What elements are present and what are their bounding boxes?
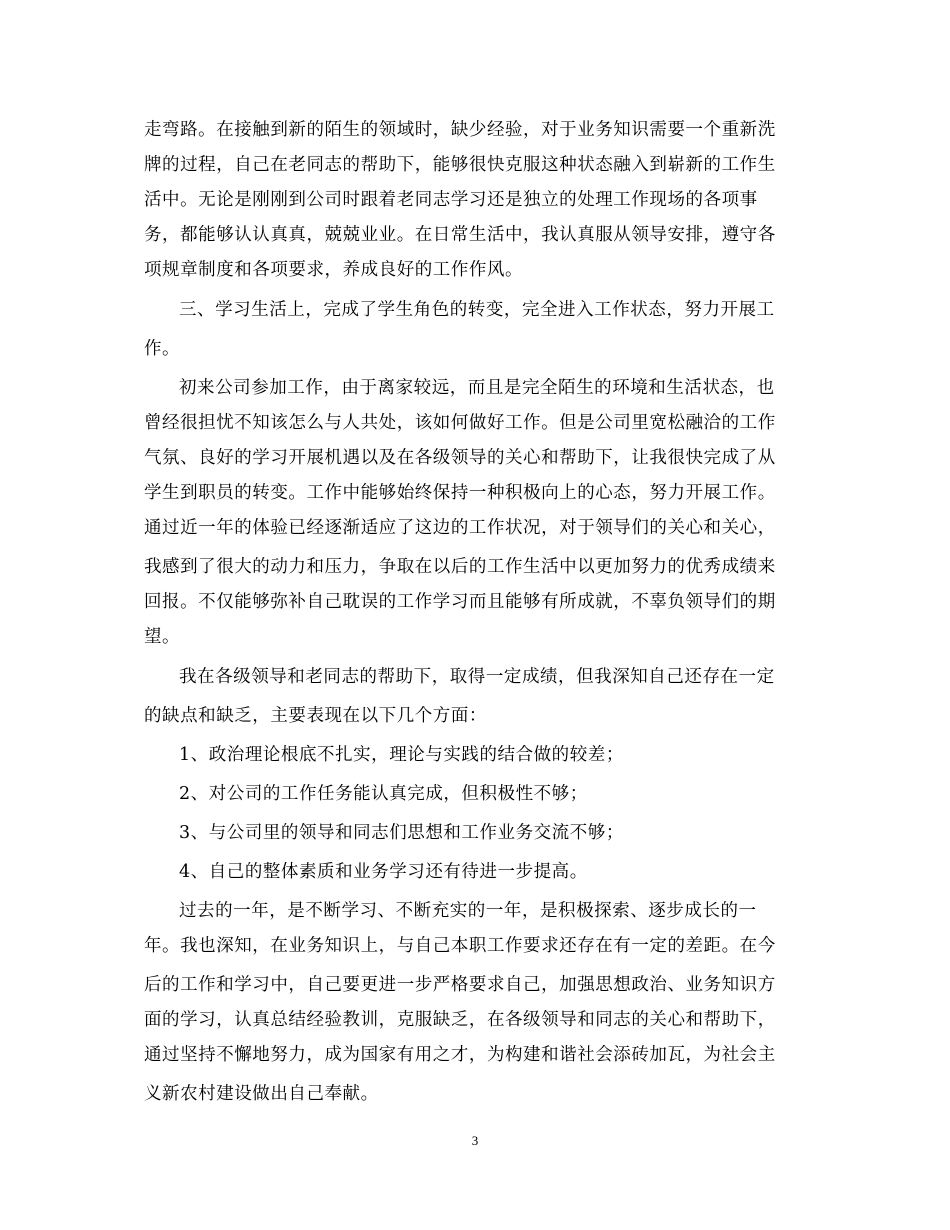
text-line: 初来公司参加工作，由于离家较远，而且是完全陌生的环境和生活状态，也 [179, 378, 775, 398]
text-line: 项规章制度和各项要求，养成良好的工作作风。 [144, 260, 524, 280]
text-line: 面的学习，认真总结经验教训，克服缺乏，在各级领导和同志的关心和帮助下， [144, 1010, 776, 1030]
text-line: 气氛、良好的学习开展机遇以及在各级领导的关心和帮助下，让我很快完成了从 [144, 448, 776, 468]
text-line: 通过近一年的体验已经逐渐适应了这边的工作状况，对于领导们的关心和关心， [144, 518, 776, 538]
text-line: 我在各级领导和老同志的帮助下，取得一定成绩，但我深知自己还存在一定 [179, 667, 775, 687]
text-line: 年。我也深知，在业务知识上，与自己本职工作要求还存在有一定的差距。在今 [144, 936, 776, 956]
text-line: 的缺点和缺乏，主要表现在以下几个方面： [144, 706, 487, 726]
text-line: 通过坚持不懈地努力，成为国家有用之才，为构建和谐社会添砖加瓦，为社会主 [144, 1045, 776, 1065]
text-line: 回报。不仅能够弥补自己耽误的工作学习而且能够有所成就，不辜负领导们的期 [144, 592, 776, 612]
text-line: 务，都能够认认真真，兢兢业业。在日常生活中，我认真服从领导安排，遵守各 [144, 225, 776, 245]
text-line: 过去的一年，是不断学习、不断充实的一年，是积极探索、逐步成长的一 [179, 901, 757, 921]
text-line: 望。 [144, 627, 181, 647]
section-heading-line: 三、学习生活上，完成了学生角色的转变，完全进入工作状态，努力开展工 [179, 300, 775, 320]
text-line: 活中。无论是刚刚到公司时跟着老同志学习还是独立的处理工作现场的各项事 [144, 190, 758, 210]
text-line: 后的工作和学习中，自己要更进一步严格要求自己，加强思想政治、业务知识方 [144, 975, 776, 995]
text-line: 曾经很担忧不知该怎么与人共处，该如何做好工作。但是公司里宽松融洽的工作 [144, 413, 776, 433]
list-item: 2、对公司的工作任务能认真完成，但积极性不够； [179, 784, 588, 804]
text-line: 我感到了很大的动力和压力，争取在以后的工作生活中以更加努力的优秀成绩来 [144, 557, 776, 577]
list-item: 3、与公司里的领导和同志们思想和工作业务交流不够； [179, 823, 624, 843]
text-line: 作。 [144, 339, 181, 359]
page-number: 3 [471, 1133, 479, 1148]
text-line: 义新农村建设做出自己奉献。 [144, 1084, 379, 1104]
text-line: 走弯路。在接触到新的陌生的领域时，缺少经验，对于业务知识需要一个重新洗 [144, 120, 776, 140]
list-item: 4、自己的整体素质和业务学习还有待进一步提高。 [179, 862, 588, 882]
list-item: 1、政治理论根底不扎实，理论与实践的结合做的较差； [179, 745, 624, 765]
text-line: 学生到职员的转变。工作中能够始终保持一种积极向上的心态，努力开展工作。 [144, 483, 776, 503]
text-line: 牌的过程，自己在老同志的帮助下，能够很快克服这种状态融入到崭新的工作生 [144, 155, 776, 175]
